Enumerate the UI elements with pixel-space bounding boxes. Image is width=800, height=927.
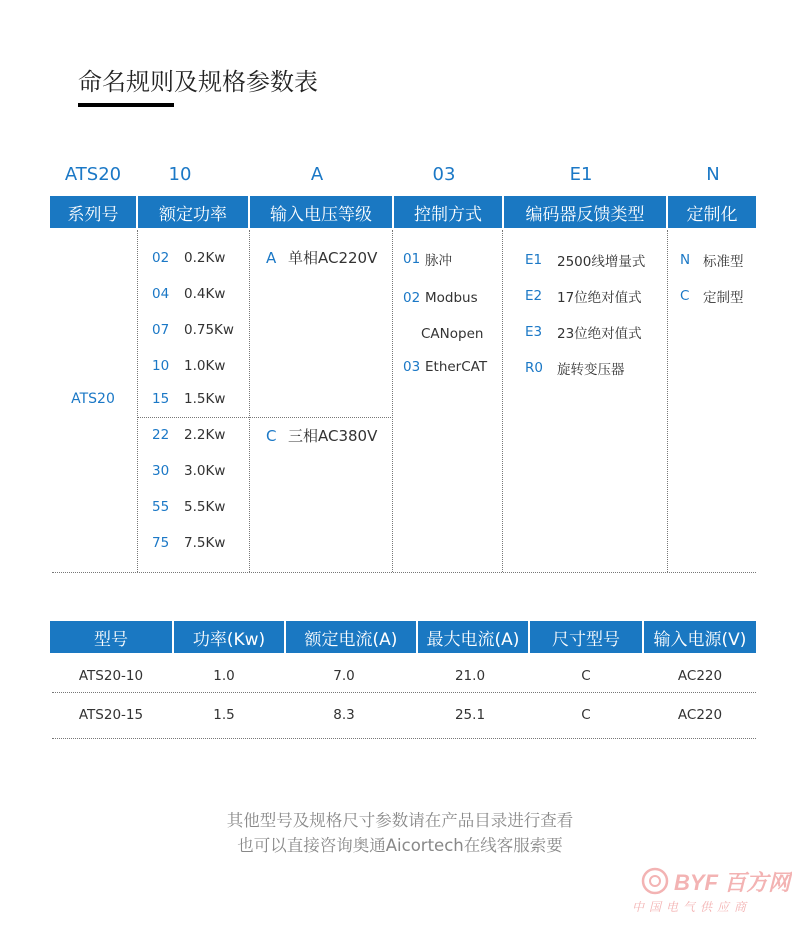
encoder-item [525,250,645,270]
power-code: 02 [152,250,170,266]
code-power: 10 [168,164,192,185]
power-item [152,322,234,338]
spec-cell-model: ATS20-15 [78,707,144,723]
power-value: 2.2Kw [184,427,226,443]
custom-code: C [680,288,690,304]
voltage-item [266,425,377,446]
encoder-value: 23位绝对值式 [557,326,642,342]
power-code: 55 [152,499,170,515]
spec-header-size: 尺寸型号 [530,621,642,653]
voltage-item [266,247,377,268]
spec-header-max-current: 最大电流(A) [418,621,528,653]
watermark-subtitle: 中国电气供应商 [632,900,752,914]
control-code: 02 [403,290,421,306]
power-value: 0.2Kw [184,250,226,266]
spec-cell-power: 1.0 [213,668,235,684]
code-series: ATS20 [64,164,122,185]
voltage-value: 三相AC380V [288,427,378,445]
header-series: 系列号 [50,196,136,228]
spec-cell-power: 1.5 [213,707,235,723]
power-item [152,286,225,302]
watermark-logo-text: BYF 百方网 [674,870,791,895]
spec-header-input-power: 输入电源(V) [644,621,756,653]
row-divider [52,692,756,693]
voltage-code: A [266,248,277,267]
encoder-value: 2500线增量式 [557,254,646,270]
power-code: 15 [152,391,170,407]
power-code: 75 [152,535,170,551]
spec-cell-input-power: AC220 [677,707,723,723]
power-code: 07 [152,322,170,338]
custom-value: 定制型 [703,290,744,306]
header-custom: 定制化 [668,196,756,228]
control-code: 03 [403,359,421,375]
voltage-value: 单相AC220V [288,249,378,267]
custom-item [680,250,744,270]
code-encoder: E1 [569,164,593,185]
power-item [152,391,225,407]
spec-cell-max-current: 25.1 [454,707,486,723]
encoder-item [525,286,642,306]
control-item [403,249,452,269]
control-value: CANopen [421,326,484,342]
encoder-code: E3 [525,324,543,340]
power-item [152,535,225,551]
footer-line-2: 也可以直接咨询奥通Aicortech在线客服索要 [237,836,563,855]
power-value: 3.0Kw [184,463,226,479]
power-item [152,499,225,515]
encoder-value: 旋转变压器 [557,362,625,378]
spec-cell-rated-current: 8.3 [333,707,355,723]
page-title: 命名规则及规格参数表 [78,68,318,96]
spec-cell-size: C [581,707,591,723]
encoder-item [525,322,642,342]
power-value: 1.0Kw [184,358,226,374]
power-code: 22 [152,427,170,443]
grid-divider [667,230,668,572]
code-control: 03 [432,164,456,185]
encoder-item [525,358,625,378]
code-custom: N [706,164,720,185]
spec-header-model: 型号 [50,621,172,653]
header-voltage: 输入电压等级 [250,196,392,228]
power-code: 10 [152,358,170,374]
header-control: 控制方式 [394,196,502,228]
control-value: Modbus [425,290,478,306]
power-value: 1.5Kw [184,391,226,407]
power-item [152,463,225,479]
control-value: 脉冲 [425,253,452,269]
encoder-code: E1 [525,252,543,268]
encoder-value: 17位绝对值式 [557,290,642,306]
spec-cell-input-power: AC220 [677,668,723,684]
header-power: 额定功率 [138,196,248,228]
control-item [403,290,478,306]
spec-cell-size: C [581,668,591,684]
custom-code: N [680,252,691,268]
control-code: 01 [403,251,421,267]
power-value: 0.4Kw [184,286,226,302]
grid-divider [249,230,250,572]
header-encoder: 编码器反馈类型 [504,196,666,228]
footer-line-1: 其他型号及规格尺寸参数请在产品目录进行查看 [226,811,574,830]
spec-cell-rated-current: 7.0 [333,668,355,684]
power-item [152,250,225,266]
spec-cell-model: ATS20-10 [78,668,144,684]
grid-divider [392,230,393,572]
encoder-code: E2 [525,288,543,304]
grid-divider [502,230,503,572]
series-value: ATS20 [71,391,115,407]
spec-cell-max-current: 21.0 [454,668,486,684]
custom-value: 标准型 [703,254,744,270]
power-code: 30 [152,463,170,479]
group-divider [138,417,391,418]
power-code: 04 [152,286,170,302]
control-item [421,326,483,342]
row-divider [52,738,756,739]
custom-item [680,286,744,306]
control-item [403,359,487,375]
power-item [152,358,225,374]
spec-header-rated-current: 额定电流(A) [286,621,416,653]
watermark-logo [640,866,792,896]
encoder-code: R0 [525,360,543,376]
power-value: 0.75Kw [184,322,234,338]
spec-header-power: 功率(Kw) [174,621,284,653]
title-underline [78,103,174,107]
code-voltage: A [310,164,324,185]
voltage-code: C [266,426,277,445]
table-bottom-border [52,572,756,573]
power-value: 5.5Kw [184,499,226,515]
grid-divider [137,230,138,572]
control-value: EtherCAT [425,359,488,375]
power-item [152,427,225,443]
power-value: 7.5Kw [184,535,226,551]
